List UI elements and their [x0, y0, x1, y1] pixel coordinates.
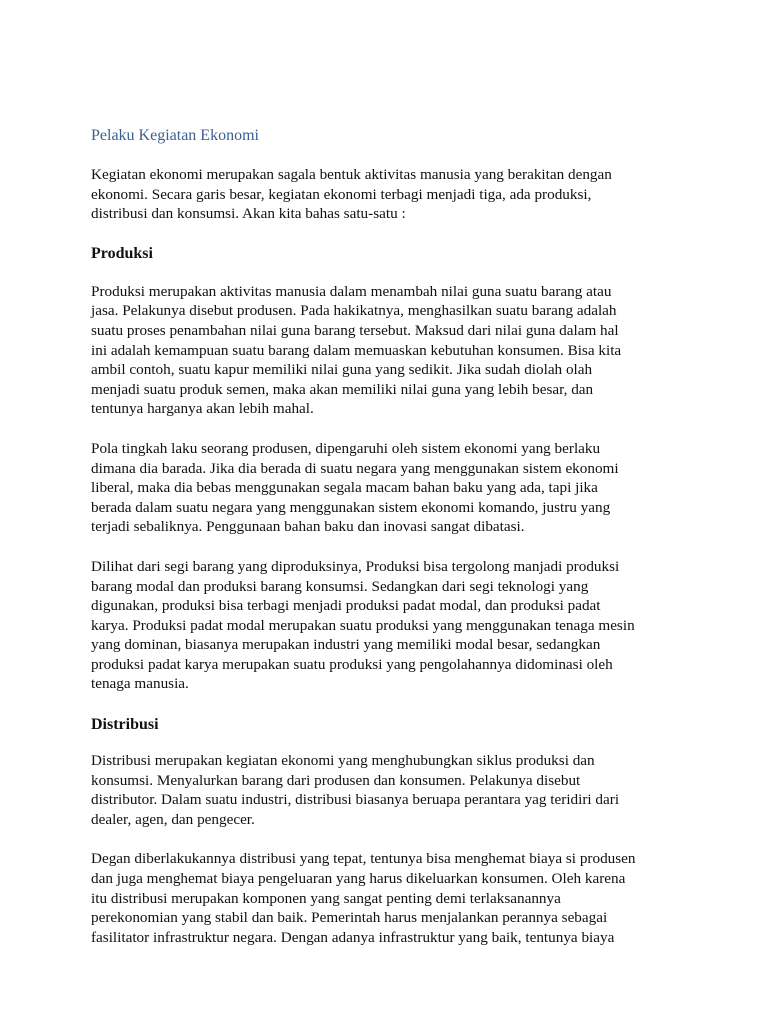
text-line: jasa. Pelakunya disebut produsen. Pada hakikatnya, menghasilkan suatu barang adalah: [91, 302, 617, 320]
section-heading-distribusi: Distribusi: [91, 716, 159, 734]
text-line: karya. Produksi padat modal merupakan suatu produksi yang menggunakan tenaga mesin: [91, 616, 635, 634]
text-line: Dilihat dari segi barang yang diproduksinya, Produksi bisa tergolong manjadi produksi: [91, 557, 620, 575]
text-line: itu distribusi merupakan komponen yang sangat penting demi terlaksanannya: [91, 889, 561, 907]
text-line: suatu proses penambahan nilai guna barang tersebut. Maksud dari nilai guna dalam hal: [91, 321, 619, 339]
text-line: digunakan, produksi bisa terbagi menjadi produksi padat modal, dan produksi padat: [91, 597, 601, 615]
text-line: Pola tingkah laku seorang produsen, dipengaruhi oleh sistem ekonomi yang berlaku: [91, 439, 601, 457]
text-line: barang modal dan produksi barang konsumsi. Sedangkan dari segi teknologi yang: [91, 577, 589, 595]
distribusi-paragraph-2: [91, 849, 691, 947]
text-line: Distribusi merupakan kegiatan ekonomi yang menghubungkan siklus produksi dan: [91, 752, 595, 770]
text-line: fasilitator infrastruktur negara. Dengan adanya infrastruktur yang baik, tentunya biaya: [91, 928, 615, 946]
text-line: Kegiatan ekonomi merupakan sagala bentuk aktivitas manusia yang berakitan dengan: [91, 166, 612, 183]
text-line: dan juga menghemat biaya pengeluaran yang harus dikeluarkan konsumen. Oleh karena: [91, 870, 626, 888]
section-heading-produksi: Produksi: [91, 244, 153, 262]
text-line: ambil contoh, suatu kapur memiliki nilai guna yang sedikit. Jika sudah diolah olah: [91, 361, 593, 379]
text-line: distribusi dan konsumsi. Akan kita bahas satu-satu :: [91, 205, 406, 223]
text-line: ekonomi. Secara garis besar, kegiatan ekonomi terbagi menjadi tiga, ada produksi,: [91, 185, 592, 203]
text-line: yang dominan, biasanya merupakan industri yang memiliki modal besar, sedangkan: [91, 636, 601, 654]
text-line: menjadi suatu produk semen, maka akan memiliki nilai guna yang lebih besar, dan: [91, 380, 594, 398]
text-line: Produksi merupakan aktivitas manusia dalam menambah nilai guna suatu barang atau: [91, 282, 612, 300]
text-line: konsumsi. Menyalurkan barang dari produsen dan konsumen. Pelakunya disebut: [91, 771, 581, 789]
text-line: dimana dia barada. Jika dia berada di suatu negara yang menggunakan sistem ekonomi: [91, 459, 619, 477]
distribusi-paragraph-1: [91, 751, 691, 829]
document-title: Pelaku Kegiatan Ekonomi: [91, 127, 259, 144]
text-line: ini adalah kemampuan suatu barang dalam memuaskan kebutuhan konsumen. Bisa kita: [91, 341, 622, 359]
intro-paragraph: [91, 165, 691, 224]
text-line: perekonomian yang stabil dan baik. Pemerintah harus menjalankan perannya sebagai: [91, 909, 608, 927]
produksi-paragraph-3: [91, 557, 691, 694]
produksi-paragraph-2: [91, 439, 691, 537]
text-line: berada dalam suatu negara yang menggunakan sistem ekonomi komando, justru yang: [91, 498, 611, 516]
document-page: [91, 126, 691, 947]
produksi-paragraph-1: [91, 282, 691, 419]
text-line: produksi padat karya merupakan suatu produksi yang pengolahannya didominasi oleh: [91, 655, 613, 673]
text-line: distributor. Dalam suatu industri, distribusi biasanya beruapa perantara yag teridiri dari: [91, 791, 620, 809]
text-line: Degan diberlakukannya distribusi yang tepat, tentunya bisa menghemat biaya si produsen: [91, 850, 636, 868]
text-line: tenaga manusia.: [91, 675, 189, 693]
text-line: liberal, maka dia bebas menggunakan segala macam bahan baku yang ada, tapi jika: [91, 479, 598, 497]
text-line: terjadi sebaliknya. Penggunaan bahan baku dan inovasi sangat dibatasi.: [91, 518, 525, 536]
text-line: dealer, agen, dan pengecer.: [91, 810, 255, 828]
text-line: tentunya harganya akan lebih mahal.: [91, 400, 314, 418]
